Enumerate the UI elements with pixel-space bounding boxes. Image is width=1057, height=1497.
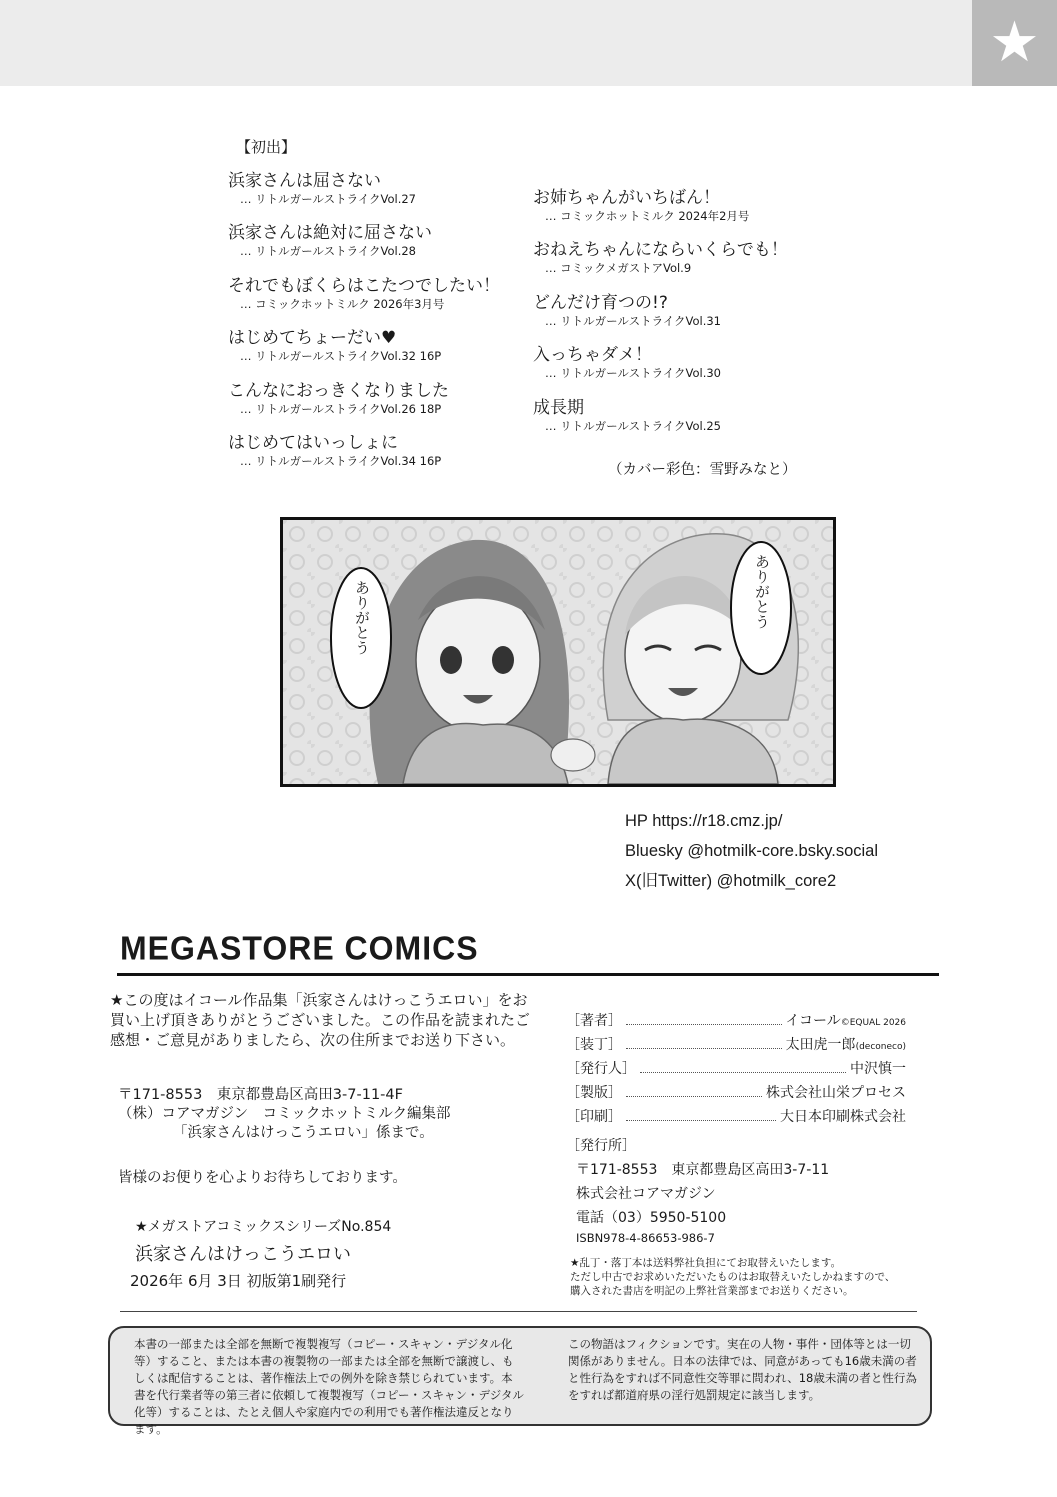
staff-credits — [566, 1010, 906, 1130]
work-entry: お姉ちゃんがいちばん！ … コミックホットミルク 2024年2月号 — [533, 188, 750, 223]
works-list-left — [228, 170, 500, 484]
illustration-panel — [280, 517, 836, 787]
work-entry: 浜家さんは屈さない … リトルガールストライクVol.27 — [228, 171, 416, 206]
staff-row: ［製版］ 株式会社山栄プロセス — [566, 1085, 906, 1101]
staff-row: ［装丁］ 太田虎一郎(deconeco) — [566, 1037, 906, 1053]
brand-logo: MEGASTORE COMICS — [120, 929, 479, 967]
bluesky-link[interactable]: Bluesky @hotmilk-core.bsky.social — [625, 842, 879, 860]
top-bar — [0, 0, 972, 86]
divider — [120, 1311, 917, 1312]
return-notice: ★乱丁・落丁本は送料弊社負担にてお取替えいたします。 ただし中古でお求めいただいたものはお取替えいたしかねますので、 購入された書店を明記の上弊社営業部までお送りください。 — [570, 1257, 896, 1297]
staff-row: ［印刷］ 大日本印刷株式会社 — [566, 1109, 906, 1125]
series-number: ★メガストアコミックスシリーズNo.854 — [135, 1219, 392, 1235]
mail-address: 〒171-8553 東京都豊島区高田3-7-11-4F （株）コアマガジン コミックホットミルク編集部 「浜家さんはけっこうエロい」係まで。 — [118, 1087, 451, 1141]
speech-bubble-left: ありがとう — [353, 580, 371, 655]
x-link[interactable]: X(旧Twitter) @hotmilk_core2 — [625, 872, 837, 890]
work-entry: おねえちゃんにならいくらでも！ … コミックメガストアVol.9 — [533, 240, 788, 275]
copyright-notice: 本書の一部または全部を無断で複製複写（コピー・スキャン・デジタル化等）すること、または本書の複製物の一部または全部を無断で譲渡し、もしくは配信することは、著作権法上での例外を除き禁じられています。本書を代行業者等の第三者に依頼して複製複写（コピー・スキャン・デジタル化等）することは、たとえ個人や家庭内での利用でも著作権法違反となります。 — [134, 1337, 524, 1436]
wait-message: 皆様のお便りを心よりお待ちしております。 — [118, 1170, 407, 1186]
contact-links — [625, 806, 878, 896]
publisher-info: ［発行所］ 〒171-8553 東京都豊島区高田3-7-11 株式会社コアマガジン 電話（03）5950-5100 — [566, 1138, 830, 1226]
book-title: 浜家さんはけっこうエロい — [135, 1244, 351, 1265]
work-entry: はじめてちょーだい♥ … リトルガールストライクVol.32 16P — [228, 328, 442, 363]
work-entry: どんだけ育つの!? … リトルガールストライクVol.31 — [533, 293, 721, 328]
isbn: ISBN978-4-86653-986-7 — [576, 1231, 715, 1245]
divider — [117, 973, 939, 976]
work-entry: 入っちゃダメ！ … リトルガールストライクVol.30 — [533, 345, 721, 380]
publication-date: 2026年 6月 3日 初版第1刷発行 — [130, 1272, 347, 1290]
thanks-message: ★この度はイコール作品集「浜家さんはけっこうエロい」をお買い上げ頂きありがとうございました。この作品を読まれたご感想・ご意見がありましたら、次の住所までお送り下さい。 — [110, 991, 531, 1049]
speech-bubble-right: ありがとう — [753, 554, 771, 629]
work-entry: こんなにおっきくなりました … リトルガールストライクVol.26 18P — [228, 381, 449, 416]
homepage-link[interactable]: HP https://r18.cmz.jp/ — [625, 812, 783, 830]
work-entry: 成長期 … リトルガールストライクVol.25 — [533, 398, 721, 433]
work-entry: 浜家さんは絶対に屈さない … リトルガールストライクVol.28 — [228, 223, 432, 258]
work-entry: はじめてはいっしょに … リトルガールストライクVol.34 16P — [228, 433, 442, 468]
staff-row: ［著者］ イコール©EQUAL 2026 — [566, 1013, 906, 1029]
fiction-notice: この物語はフィクションです。実在の人物・事件・団体等とは一切関係がありません。日本の法律では、同意があっても16歳未満の者と性行為をすれば不同意性交等罪に問われ、18歳未満の者と性行為をすれば都道府県の淫行処罰規定に該当します。 — [568, 1337, 917, 1402]
works-list-right — [533, 187, 788, 449]
work-entry: それでもぼくらはこたつでしたい！ … コミックホットミルク 2026年3月号 — [228, 276, 500, 311]
first-appearance-heading: 【初出】 — [236, 138, 297, 156]
star-icon: ★ — [972, 0, 1057, 86]
cover-credit: （カバー彩色：雪野みなと） — [608, 462, 797, 478]
legal-box — [108, 1326, 932, 1436]
staff-row: ［発行人］ 中沢慎一 — [566, 1061, 906, 1077]
